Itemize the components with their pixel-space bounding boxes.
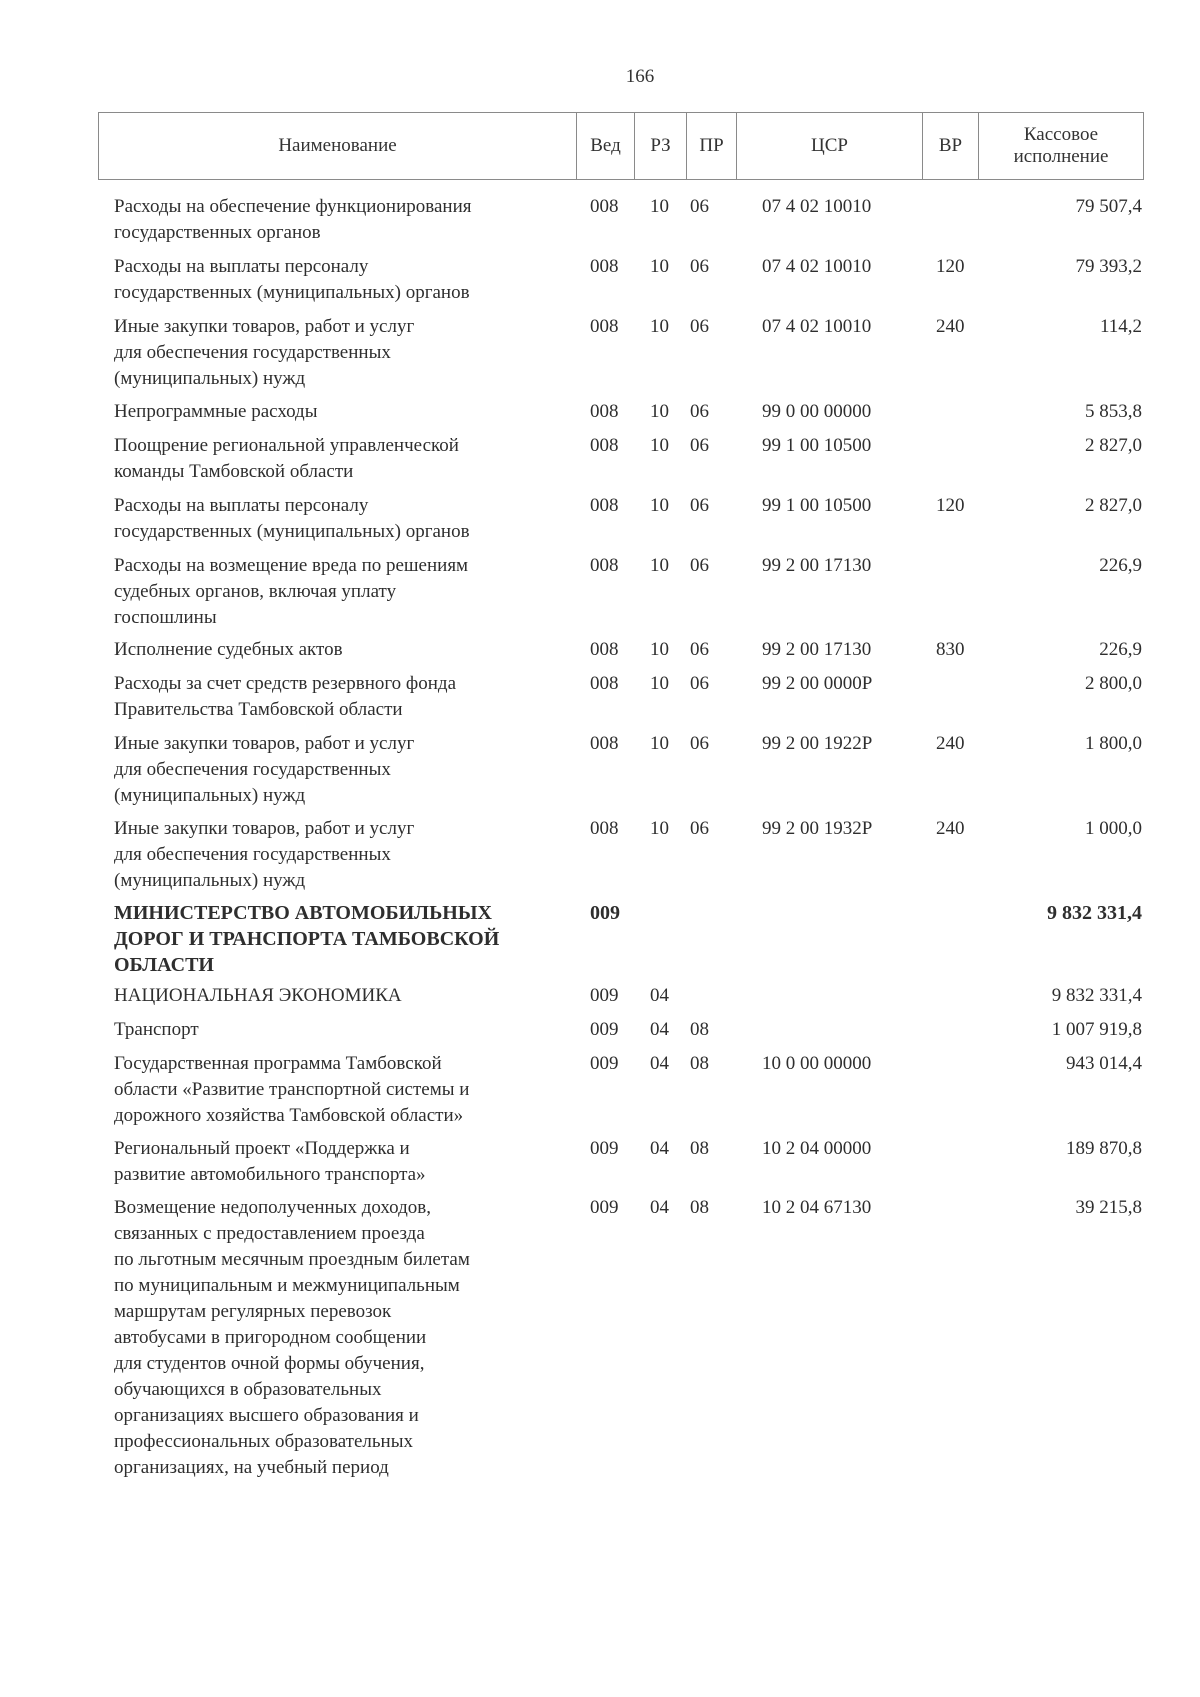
row-ved: 008: [590, 639, 619, 660]
row-pr: 06: [690, 495, 709, 516]
row-name: Иные закупки товаров, работ и услуг для обеспечения государственных (муниципальных) нужд: [114, 818, 415, 891]
table-header: [98, 112, 1144, 180]
row-csr: 10 2 04 00000: [762, 1138, 872, 1159]
row-amount: 114,2: [1099, 316, 1142, 337]
row-rz: 04: [650, 1053, 669, 1074]
row-rz: 04: [650, 1019, 669, 1040]
row-name: Расходы на обеспечение функционирования государственных органов: [114, 196, 472, 243]
row-amount: 226,9: [1099, 555, 1142, 576]
row-name: Расходы на выплаты персоналу государственных (муниципальных) органов: [114, 495, 470, 542]
column-header-vr: ВР: [923, 113, 979, 179]
column-header-csr: ЦСР: [737, 113, 923, 179]
row-pr: 06: [690, 673, 709, 694]
row-vr: 120: [936, 256, 965, 277]
row-pr: 08: [690, 1053, 709, 1074]
row-name: Расходы за счет средств резервного фонда Правительства Тамбовской области: [114, 673, 457, 720]
row-csr: 99 2 00 17130: [762, 555, 872, 576]
column-header-rz: РЗ: [635, 113, 687, 179]
row-pr: 06: [690, 733, 709, 754]
row-csr: 99 1 00 10500: [762, 495, 872, 516]
row-amount: 2 827,0: [1085, 435, 1142, 456]
row-amount: 2 827,0: [1085, 495, 1142, 516]
row-amount: 1 007 919,8: [1051, 1019, 1142, 1040]
row-ved: 008: [590, 495, 619, 516]
row-amount: 189 870,8: [1066, 1138, 1142, 1159]
row-amount: 1 000,0: [1085, 818, 1142, 839]
row-csr: 99 2 00 17130: [762, 639, 872, 660]
row-name: Иные закупки товаров, работ и услуг для обеспечения государственных (муниципальных) нужд: [114, 316, 415, 389]
row-rz: 10: [650, 673, 669, 694]
column-header-name: Наименование: [99, 113, 577, 179]
row-rz: 04: [650, 985, 669, 1006]
row-csr: 99 0 00 00000: [762, 401, 872, 422]
row-rz: 10: [650, 733, 669, 754]
row-ved: 009: [590, 1053, 619, 1074]
row-pr: 06: [690, 256, 709, 277]
row-rz: 10: [650, 196, 669, 217]
row-name: Возмещение недополученных доходов, связанных с предоставлением проезда по льготным месячным проездным билетам по муниципальным и межмуниципальным маршрутам регулярных перевозок автобусами в пригородном сообщении для студентов очной формы обучения, обучающихся в образовательных организациях высшего образования и профессиональных образовательных организациях, на учебный период: [114, 1197, 470, 1478]
row-amount: 79 393,2: [1075, 256, 1142, 277]
row-ved: 009: [590, 1197, 619, 1218]
row-name: Расходы на выплаты персоналу государственных (муниципальных) органов: [114, 256, 470, 303]
row-pr: 06: [690, 196, 709, 217]
row-csr: 07 4 02 10010: [762, 316, 872, 337]
row-csr: 99 1 00 10500: [762, 435, 872, 456]
row-csr: 07 4 02 10010: [762, 196, 872, 217]
row-pr: 06: [690, 401, 709, 422]
row-amount: 79 507,4: [1075, 196, 1142, 217]
row-ved: 008: [590, 401, 619, 422]
row-amount: 5 853,8: [1085, 401, 1142, 422]
row-rz: 10: [650, 818, 669, 839]
row-name: Непрограммные расходы: [114, 401, 318, 422]
row-csr: 99 2 00 1922Р: [762, 733, 873, 754]
row-ved: 008: [590, 435, 619, 456]
row-name: Поощрение региональной управленческой команды Тамбовской области: [114, 435, 459, 482]
row-name: Транспорт: [114, 1019, 199, 1040]
page-number: 166: [625, 66, 655, 87]
row-pr: 08: [690, 1197, 709, 1218]
row-rz: 04: [650, 1197, 669, 1218]
column-header-ved: Вед: [577, 113, 635, 179]
row-vr: 240: [936, 818, 965, 839]
row-ved: 009: [590, 902, 620, 924]
row-ved: 009: [590, 1138, 619, 1159]
row-vr: 830: [936, 639, 965, 660]
row-ved: 009: [590, 985, 619, 1006]
row-name: Исполнение судебных актов: [114, 639, 343, 660]
row-pr: 06: [690, 818, 709, 839]
row-ved: 008: [590, 818, 619, 839]
row-pr: 06: [690, 435, 709, 456]
row-pr: 08: [690, 1019, 709, 1040]
row-rz: 10: [650, 316, 669, 337]
row-ved: 008: [590, 733, 619, 754]
row-rz: 04: [650, 1138, 669, 1159]
row-amount: 9 832 331,4: [1051, 985, 1142, 1006]
column-header-pr: ПР: [687, 113, 737, 179]
row-name: Иные закупки товаров, работ и услуг для обеспечения государственных (муниципальных) нужд: [114, 733, 415, 806]
row-rz: 10: [650, 256, 669, 277]
row-amount: 9 832 331,4: [1047, 902, 1142, 924]
row-csr: 10 0 00 00000: [762, 1053, 872, 1074]
row-csr: 07 4 02 10010: [762, 256, 872, 277]
row-rz: 10: [650, 401, 669, 422]
row-rz: 10: [650, 555, 669, 576]
row-name: Расходы на возмещение вреда по решениям судебных органов, включая уплату госпошлины: [114, 555, 469, 628]
row-ved: 008: [590, 555, 619, 576]
row-csr: 10 2 04 67130: [762, 1197, 872, 1218]
row-name: НАЦИОНАЛЬНАЯ ЭКОНОМИКА: [114, 985, 402, 1006]
row-csr: 99 2 00 1932Р: [762, 818, 873, 839]
row-amount: 943 014,4: [1066, 1053, 1142, 1074]
row-vr: 120: [936, 495, 965, 516]
row-rz: 10: [650, 435, 669, 456]
row-ved: 008: [590, 196, 619, 217]
row-vr: 240: [936, 733, 965, 754]
row-amount: 2 800,0: [1085, 673, 1142, 694]
column-header-amount: Кассовое исполнение: [1013, 124, 1109, 167]
row-ved: 008: [590, 256, 619, 277]
row-ved: 008: [590, 316, 619, 337]
row-ved: 008: [590, 673, 619, 694]
row-amount: 1 800,0: [1085, 733, 1142, 754]
row-pr: 08: [690, 1138, 709, 1159]
row-amount: 226,9: [1099, 639, 1142, 660]
row-amount: 39 215,8: [1075, 1197, 1142, 1218]
row-rz: 10: [650, 639, 669, 660]
row-name: Государственная программа Тамбовской области «Развитие транспортной системы и дорожного хозяйства Тамбовской области»: [114, 1053, 470, 1126]
row-ved: 009: [590, 1019, 619, 1040]
row-rz: 10: [650, 495, 669, 516]
row-vr: 240: [936, 316, 965, 337]
row-pr: 06: [690, 316, 709, 337]
row-csr: 99 2 00 0000Р: [762, 673, 873, 694]
row-pr: 06: [690, 639, 709, 660]
row-name: Региональный проект «Поддержка и развитие автомобильного транспорта»: [114, 1138, 426, 1185]
row-pr: 06: [690, 555, 709, 576]
row-name: МИНИСТЕРСТВО АВТОМОБИЛЬНЫХ ДОРОГ И ТРАНСПОРТА ТАМБОВСКОЙ ОБЛАСТИ: [114, 902, 500, 976]
